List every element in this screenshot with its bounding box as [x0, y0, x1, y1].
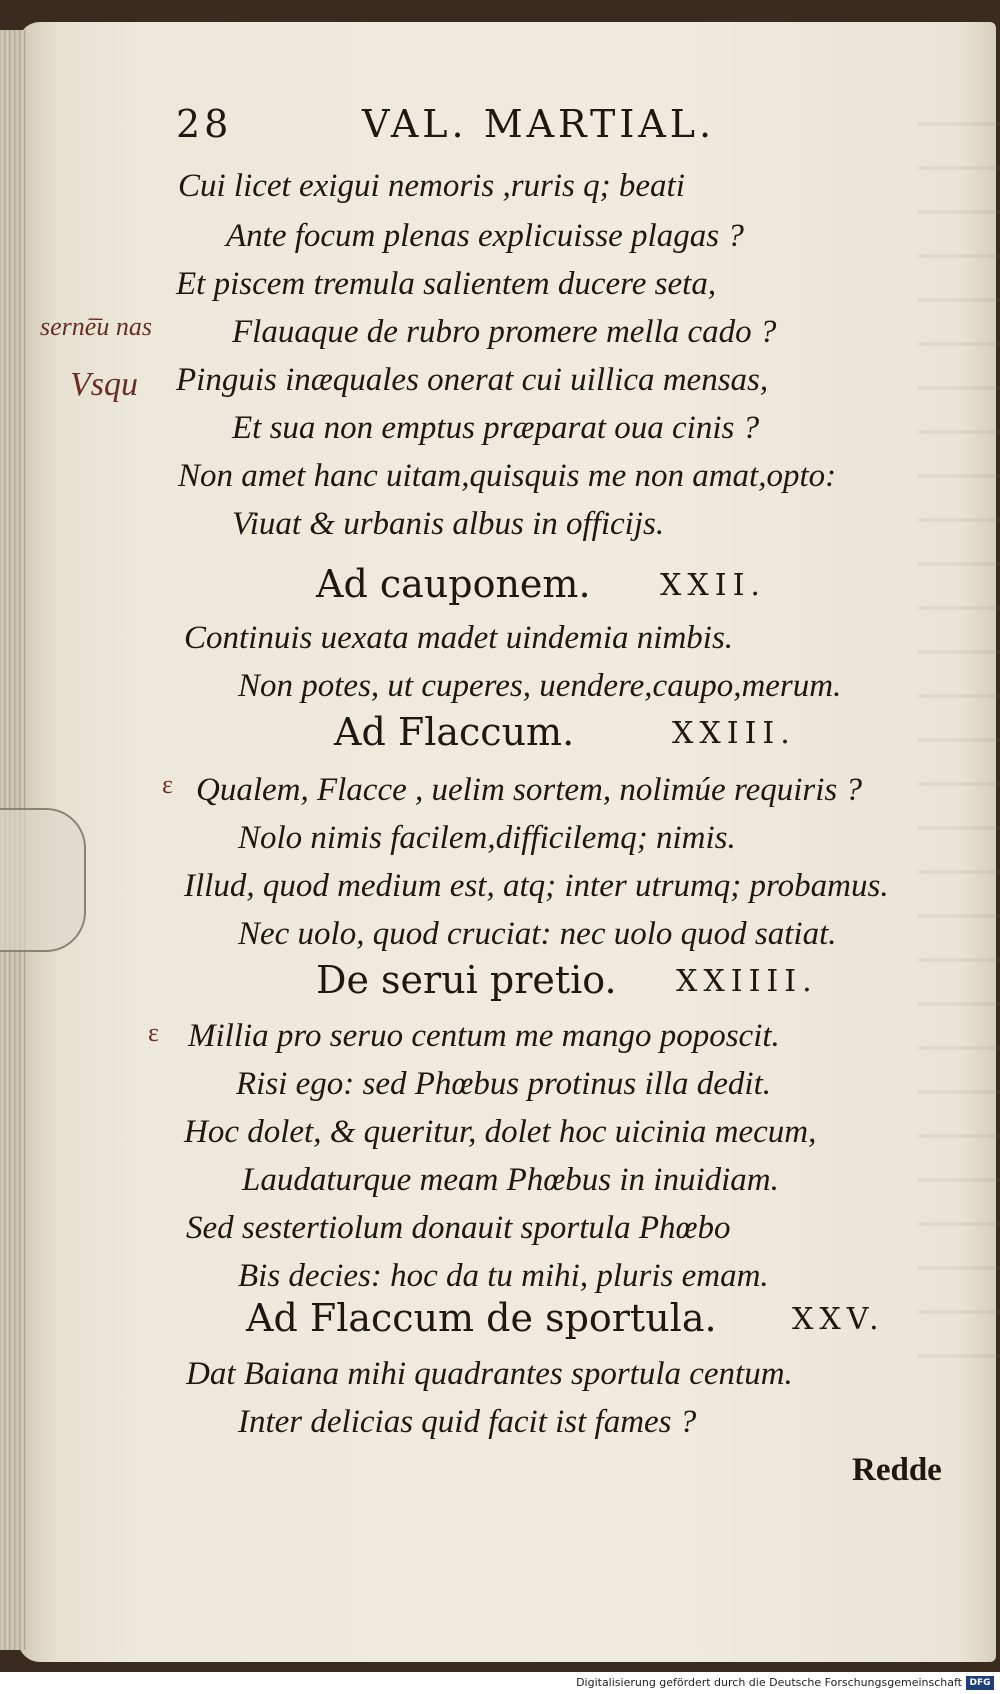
verse-line: Ante focum plenas explicuisse plagas ?: [226, 218, 744, 254]
epigram-number: XXIIII.: [676, 964, 818, 999]
verse-line: Et sua non emptus præparat oua cinis ?: [232, 410, 760, 446]
epigram-number: XXII.: [660, 568, 766, 603]
verse-line: Viuat & urbanis albus in officijs.: [232, 506, 665, 542]
paragraph-mark-icon: ɛ: [162, 770, 173, 799]
page-clasp: [0, 808, 86, 952]
verse-line: Nec uolo, quod cruciat: nec uolo quod satiat.: [238, 916, 837, 952]
paragraph-mark-icon: ɛ: [148, 1018, 159, 1047]
verse-line: Continuis uexata madet uindemia nimbis.: [184, 620, 734, 656]
verse-line: Non amet hanc uitam,quisquis me non amat,opto:: [178, 458, 837, 494]
footer-credit: Digitalisierung gefördert durch die Deutsche Forschungsgemeinschaft: [576, 1676, 962, 1689]
verse-line: Risi ego: sed Phœbus protinus illa dedit.: [236, 1066, 772, 1102]
verse-line: Dat Baiana mihi quadrantes sportula centum.: [186, 1356, 793, 1392]
epigram-title: Ad Flaccum de sportula.: [246, 1296, 717, 1340]
verse-line: Millia pro seruo centum me mango poposcit.: [188, 1018, 780, 1054]
verse-line: Sed sestertiolum donauit sportula Phœbo: [186, 1210, 731, 1246]
marginal-note: Vsqu: [70, 366, 138, 403]
verse-line: Illud, quod medium est, atq; inter utrumq; probamus.: [184, 868, 889, 904]
verse-line: Pinguis inæquales onerat cui uillica mensas,: [176, 362, 769, 398]
verse-line: Non potes, ut cuperes, uendere,caupo,merum.: [238, 668, 842, 704]
running-head: VAL. MARTIAL.: [362, 102, 716, 146]
show-through-text: [918, 82, 1000, 1382]
verse-line: Bis decies: hoc da tu mihi, pluris emam.: [238, 1258, 769, 1294]
verse-line: Et piscem tremula salientem ducere seta,: [176, 266, 717, 302]
page-number: 28: [176, 102, 233, 146]
epigram-number: XXV.: [792, 1302, 885, 1337]
verse-line: Qualem, Flacce , uelim sortem, nolimúe requiris ?: [196, 772, 862, 808]
verse-line: Nolo nimis facilem,difficilemq; nimis.: [238, 820, 736, 856]
epigram-title: Ad Flaccum.: [334, 710, 575, 754]
verse-line: Laudaturque meam Phœbus in inuidiam.: [242, 1162, 779, 1198]
epigram-title: De serui pretio.: [316, 958, 617, 1002]
verse-line: Flauaque de rubro promere mella cado ?: [232, 314, 777, 350]
epigram-number: XXIII.: [672, 716, 796, 751]
verse-line: Hoc dolet, & queritur, dolet hoc uicinia mecum,: [184, 1114, 817, 1150]
dfg-logo: DFG: [966, 1676, 994, 1690]
verse-line: Inter delicias quid facit ist fames ?: [238, 1404, 697, 1440]
catchword: Redde: [852, 1452, 942, 1488]
marginal-note: sernē̄u nas: [40, 312, 152, 341]
epigram-title: Ad cauponem.: [316, 562, 591, 606]
verse-line: Cui licet exigui nemoris ,ruris q; beati: [178, 168, 685, 204]
